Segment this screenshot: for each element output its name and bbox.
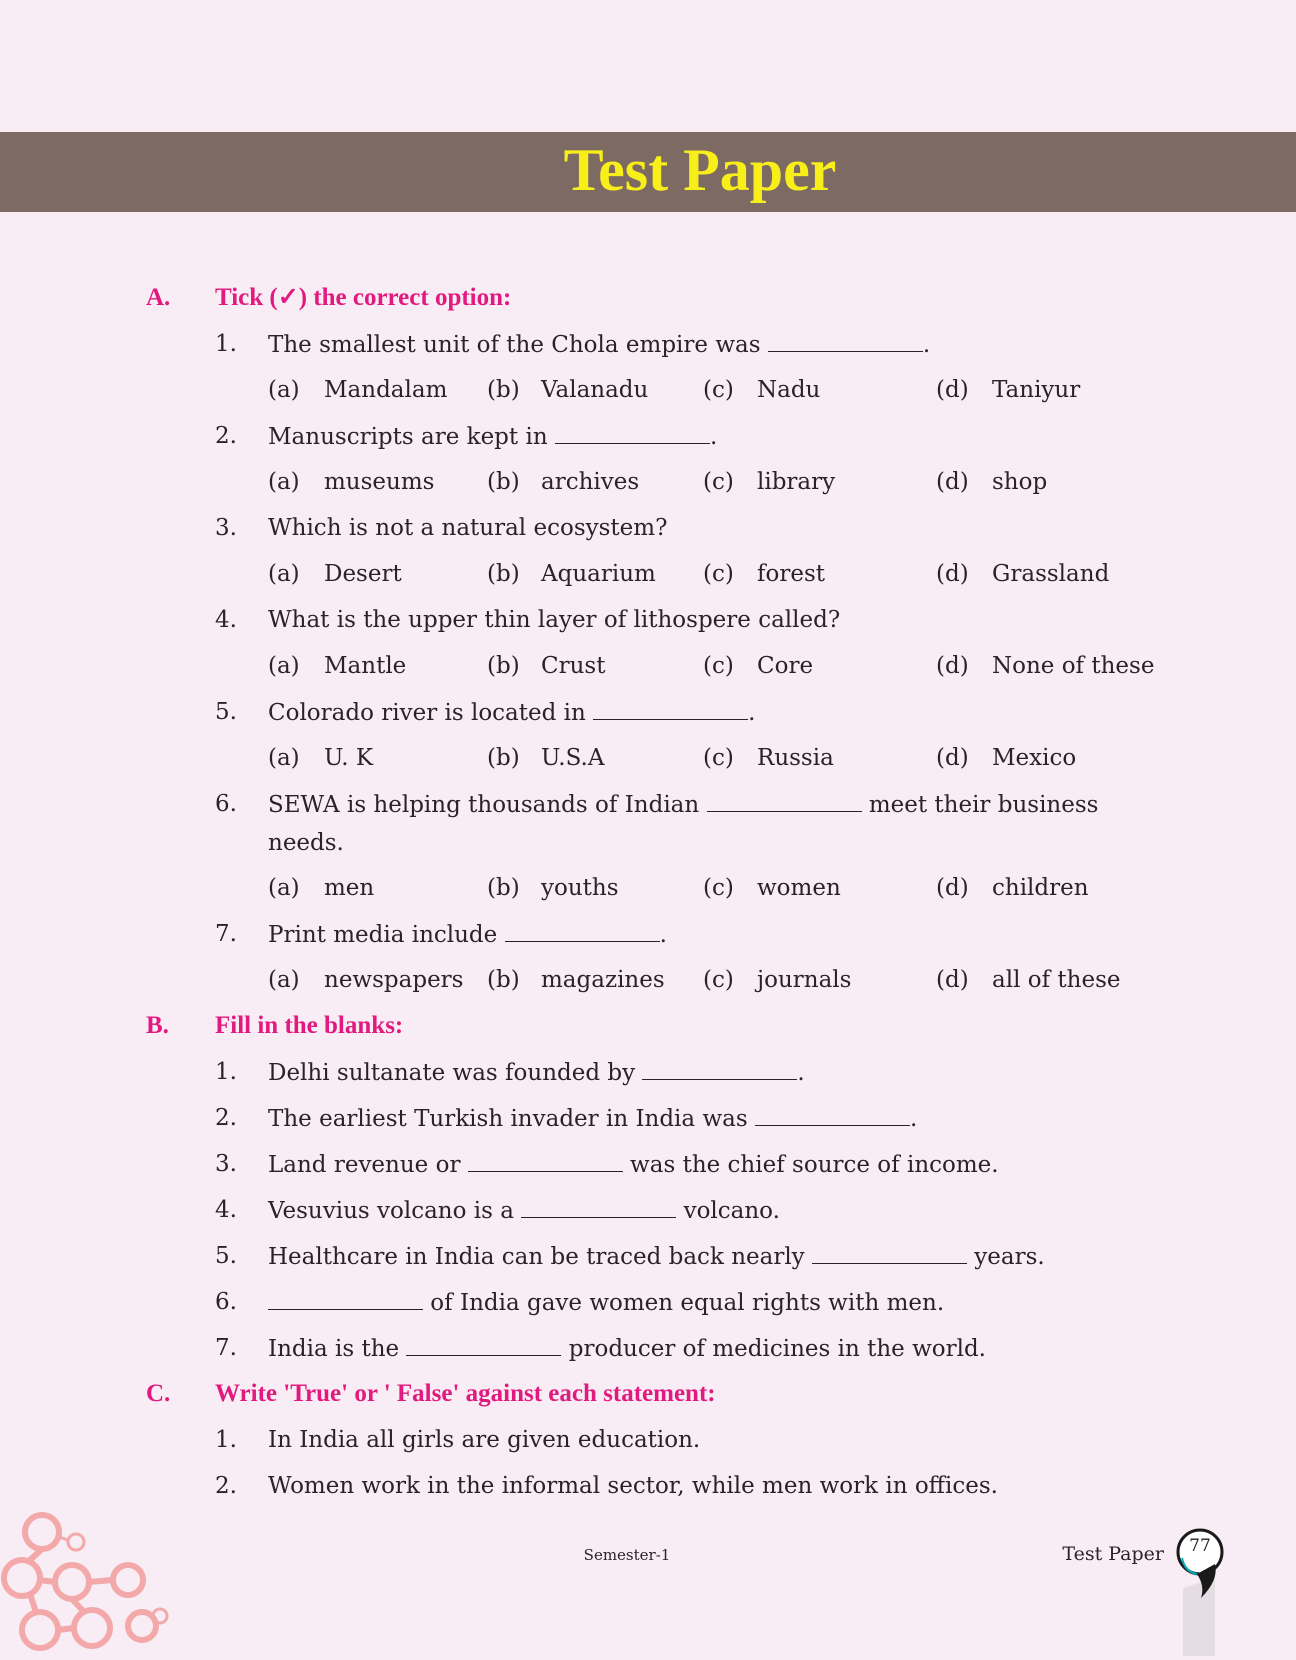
- page-number: 77: [1189, 1536, 1211, 1556]
- option-label: (a): [268, 745, 300, 771]
- question: [0, 1187, 1296, 1233]
- option-value: Valanadu: [541, 377, 649, 403]
- question-text-post: .: [709, 424, 718, 450]
- question-text-post: volcano.: [676, 1198, 780, 1224]
- option-label: (b): [487, 469, 520, 495]
- question-text: [268, 1053, 1146, 1092]
- question: [0, 413, 1296, 459]
- option-value: None of these: [992, 653, 1155, 679]
- question-text: [268, 785, 1146, 862]
- question-number: 2.: [215, 1105, 237, 1131]
- option-value: library: [757, 469, 836, 495]
- question-text-post: years.: [966, 1244, 1045, 1270]
- answer-blank: [505, 915, 660, 942]
- answer-blank: [768, 325, 923, 352]
- option-row: [0, 551, 1296, 597]
- semester-label: Semester-1: [583, 1546, 671, 1564]
- question: [0, 1279, 1296, 1325]
- section-heading: [0, 1371, 1296, 1417]
- question-text-pre: Land revenue or: [268, 1152, 468, 1178]
- question: [0, 321, 1296, 367]
- option-label: (b): [487, 561, 520, 587]
- question: [0, 911, 1296, 957]
- question-text-post: of India gave women equal rights with men.: [423, 1290, 945, 1316]
- answer-blank: [812, 1237, 967, 1264]
- option-label: (a): [268, 561, 300, 587]
- option-value: Nadu: [757, 377, 821, 403]
- option-value: U.S.A: [541, 745, 605, 771]
- answer-blank: [521, 1191, 676, 1218]
- section-letter: C.: [146, 1380, 171, 1407]
- question-text: [268, 1099, 1146, 1138]
- option-label: (d): [936, 967, 969, 993]
- option-value: museums: [324, 469, 435, 495]
- option-value: Desert: [324, 561, 402, 587]
- option-value: Taniyur: [992, 377, 1081, 403]
- option-value: women: [757, 875, 841, 901]
- option-label: (a): [268, 377, 300, 403]
- option-value: journals: [757, 967, 852, 993]
- option-label: (b): [487, 967, 520, 993]
- question: [0, 1141, 1296, 1187]
- question-text: [268, 1145, 1146, 1184]
- footer-section-title: Test Paper: [1062, 1543, 1164, 1565]
- question-number: 5.: [215, 699, 237, 725]
- section-heading: [0, 1003, 1296, 1049]
- option-label: (c): [703, 967, 734, 993]
- option-value: newspapers: [324, 967, 464, 993]
- question-text: [268, 915, 1146, 954]
- question: [0, 1095, 1296, 1141]
- question-text: What is the upper thin layer of lithospere called?: [268, 607, 841, 633]
- option-value: Mexico: [992, 745, 1077, 771]
- question: [0, 597, 1296, 643]
- question-number: 6.: [215, 791, 237, 817]
- question: [0, 1233, 1296, 1279]
- title-banner: [0, 132, 1296, 212]
- question-text-pre: SEWA is helping thousands of Indian: [268, 792, 707, 818]
- question-number: 3.: [215, 515, 237, 541]
- option-label: (c): [703, 561, 734, 587]
- question-number: 2.: [215, 423, 237, 449]
- option-row: [0, 865, 1296, 911]
- test-content: [0, 275, 1296, 1509]
- section-title: Fill in the blanks:: [215, 1012, 404, 1039]
- option-value: Crust: [541, 653, 606, 679]
- option-value: Russia: [757, 745, 834, 771]
- question-number: 1.: [215, 331, 237, 357]
- answer-blank: [406, 1329, 561, 1356]
- question-text-post: .: [922, 332, 931, 358]
- section-letter: A.: [146, 284, 171, 311]
- question-text: Women work in the informal sector, while men work in offices.: [268, 1473, 998, 1499]
- option-label: (d): [936, 875, 969, 901]
- question-text-post: meet their business needs.: [268, 792, 1099, 856]
- question-text: [268, 1237, 1146, 1276]
- option-row: [0, 459, 1296, 505]
- option-label: (b): [487, 745, 520, 771]
- question-text: [268, 1283, 1146, 1322]
- option-label: (c): [703, 653, 734, 679]
- section-title: Write 'True' or ' False' against each statement:: [215, 1380, 716, 1407]
- question-number: 4.: [215, 607, 237, 633]
- option-value: magazines: [541, 967, 665, 993]
- question-text: [268, 1329, 1146, 1368]
- answer-blank: [268, 1283, 423, 1310]
- question-number: 6.: [215, 1289, 237, 1315]
- question-text-post: .: [659, 922, 667, 948]
- section-title: Tick (✓) the correct option:: [215, 284, 512, 311]
- question-number: 5.: [215, 1243, 237, 1269]
- question-text-post: .: [909, 1106, 918, 1132]
- question: [0, 1325, 1296, 1371]
- option-label: (d): [936, 377, 969, 403]
- question-text-pre: The smallest unit of the Chola empire was: [268, 332, 768, 358]
- molecule-decoration-icon: [0, 1500, 180, 1656]
- question-text-pre: Healthcare in India can be traced back nearly: [268, 1244, 812, 1270]
- option-row: [0, 735, 1296, 781]
- option-label: (d): [936, 745, 969, 771]
- answer-blank: [707, 785, 862, 812]
- question-text-pre: Vesuvius volcano is a: [268, 1198, 522, 1224]
- question: [0, 1463, 1296, 1509]
- option-value: children: [992, 875, 1089, 901]
- option-value: all of these: [992, 967, 1121, 993]
- page-number-badge: [1175, 1528, 1225, 1656]
- option-label: (a): [268, 469, 300, 495]
- question-number: 1.: [215, 1059, 237, 1085]
- question-text: Which is not a natural ecosystem?: [268, 515, 668, 541]
- option-row: [0, 367, 1296, 413]
- option-label: (b): [487, 653, 520, 679]
- option-label: (d): [936, 653, 969, 679]
- option-label: (d): [936, 561, 969, 587]
- option-value: Core: [757, 653, 814, 679]
- question-text-pre: Colorado river is located in: [268, 700, 594, 726]
- question-text-post: .: [797, 1060, 805, 1086]
- question-text-pre: Print media include: [268, 922, 505, 948]
- option-value: U. K: [324, 745, 374, 771]
- question-number: 2.: [215, 1473, 237, 1499]
- answer-blank: [555, 417, 710, 444]
- option-label: (b): [487, 875, 520, 901]
- question-text: In India all girls are given education.: [268, 1427, 701, 1453]
- answer-blank: [468, 1145, 623, 1172]
- question-text-post: .: [748, 700, 756, 726]
- answer-blank: [755, 1099, 910, 1126]
- option-row: [0, 643, 1296, 689]
- answer-blank: [642, 1053, 797, 1080]
- question-text-pre: India is the: [268, 1336, 407, 1362]
- option-label: (c): [703, 469, 734, 495]
- option-value: Mandalam: [324, 377, 448, 403]
- question: [0, 505, 1296, 551]
- question-number: 4.: [215, 1197, 237, 1223]
- question-number: 7.: [215, 1335, 237, 1361]
- page-title: Test Paper: [563, 137, 837, 203]
- question-text-pre: Delhi sultanate was founded by: [268, 1060, 643, 1086]
- option-label: (c): [703, 875, 734, 901]
- option-label: (c): [703, 377, 734, 403]
- option-value: Aquarium: [541, 561, 656, 587]
- option-value: forest: [757, 561, 826, 587]
- option-value: shop: [992, 469, 1048, 495]
- option-value: Grassland: [992, 561, 1110, 587]
- question-text-pre: Manuscripts are kept in: [268, 424, 555, 450]
- option-label: (a): [268, 875, 300, 901]
- question-text: [268, 325, 1146, 364]
- option-value: archives: [541, 469, 640, 495]
- question: [0, 689, 1296, 735]
- question: [0, 1417, 1296, 1463]
- option-label: (d): [936, 469, 969, 495]
- question-number: 7.: [215, 921, 237, 947]
- question-text: [268, 1191, 1146, 1230]
- question-text: [268, 693, 1146, 732]
- option-label: (a): [268, 653, 300, 679]
- option-value: men: [324, 875, 375, 901]
- question: [0, 781, 1296, 865]
- option-row: [0, 957, 1296, 1003]
- section-letter: B.: [146, 1012, 169, 1039]
- question-text-pre: The earliest Turkish invader in India was: [268, 1106, 755, 1132]
- question-text-post: producer of medicines in the world.: [561, 1336, 986, 1362]
- option-label: (a): [268, 967, 300, 993]
- question-text: [268, 417, 1146, 456]
- question-number: 1.: [215, 1427, 237, 1453]
- option-value: youths: [541, 875, 619, 901]
- option-value: Mantle: [324, 653, 407, 679]
- question-text-post: was the chief source of income.: [622, 1152, 999, 1178]
- option-label: (c): [703, 745, 734, 771]
- option-label: (b): [487, 377, 520, 403]
- section-heading: [0, 275, 1296, 321]
- question-number: 3.: [215, 1151, 237, 1177]
- question: [0, 1049, 1296, 1095]
- answer-blank: [593, 693, 748, 720]
